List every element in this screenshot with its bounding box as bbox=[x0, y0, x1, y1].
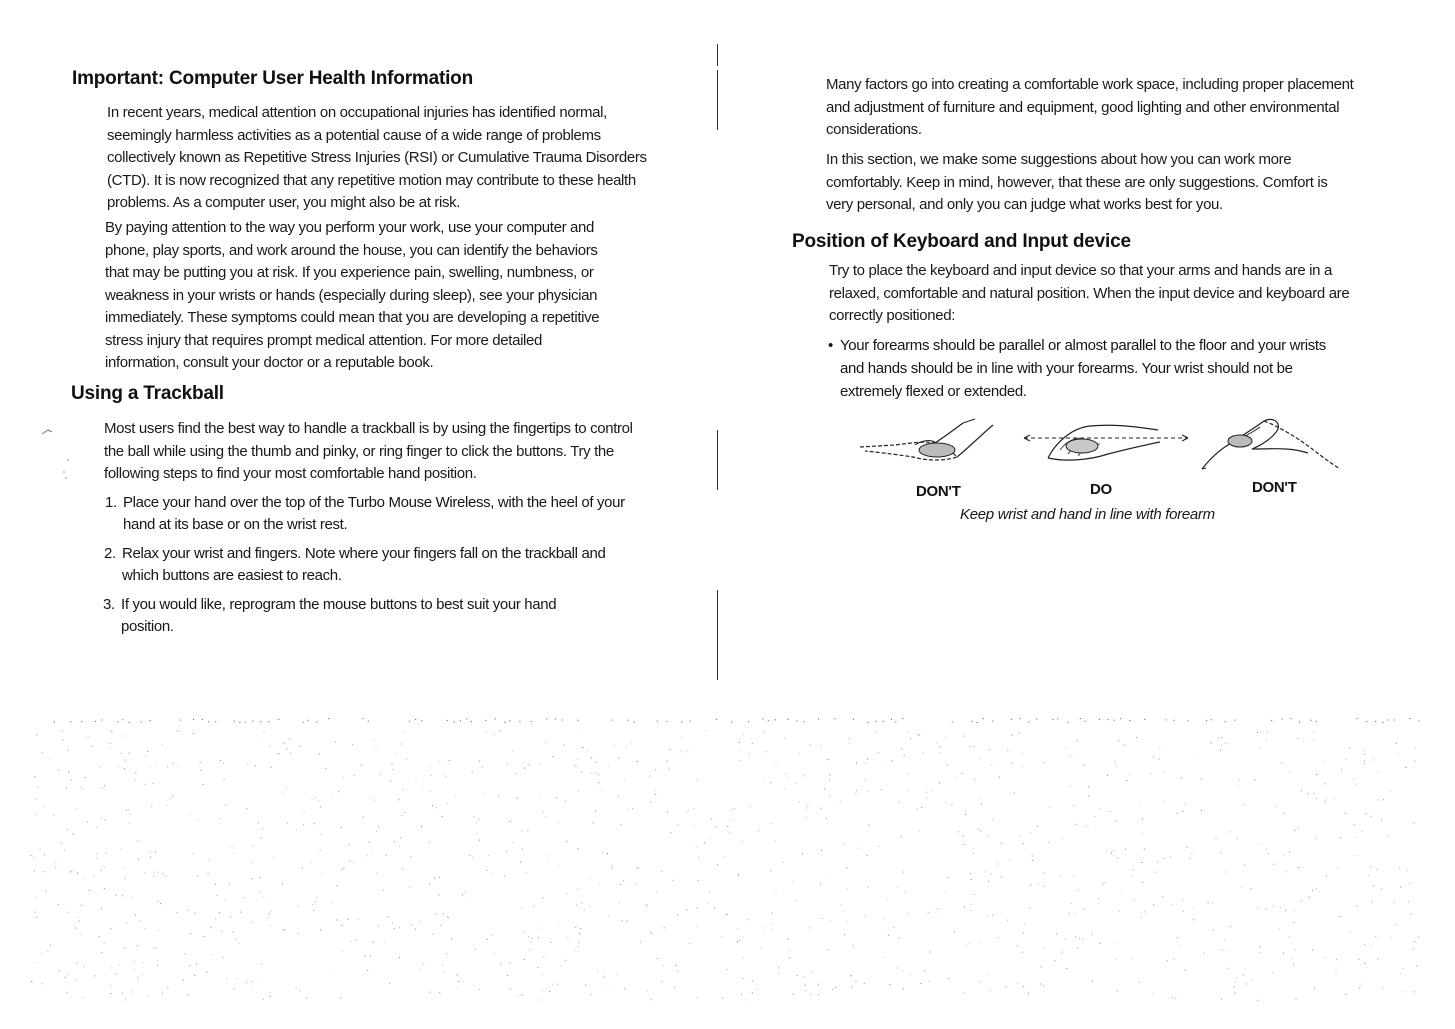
figure-caption: Keep wrist and hand in line with forearm bbox=[960, 506, 1215, 523]
heading-keyboard-position: Position of Keyboard and Input device bbox=[792, 231, 1131, 252]
figure-label-dont-left: DON'T bbox=[916, 483, 961, 500]
step-number: 2. bbox=[104, 545, 116, 562]
step-number: 1. bbox=[105, 494, 117, 511]
paragraph-work-space: Many factors go into creating a comfortable work space, including proper placement and adjustment of furniture and equipment, good lighting and other environmental considerations. bbox=[826, 76, 1354, 138]
heading-using-trackball: Using a Trackball bbox=[71, 383, 224, 404]
bullet-forearm-guidance bbox=[828, 334, 1348, 403]
step-text: Place your hand over the top of the Turbo Mouse Wireless, with the heel of your hand at its base or on the wrist rest. bbox=[123, 494, 625, 533]
step-number: 3. bbox=[103, 596, 115, 613]
step-text: If you would like, reprogram the mouse buttons to best suit your hand position. bbox=[121, 596, 557, 635]
margin-scan-marks bbox=[30, 420, 90, 500]
step-text: Relax your wrist and fingers. Note where your fingers fall on the trackball and which buttons are easiest to reach. bbox=[122, 545, 606, 584]
fold-line-upper bbox=[717, 70, 718, 130]
hand-straight-icon bbox=[1020, 412, 1200, 472]
heading-health-information: Important: Computer User Health Information bbox=[72, 68, 473, 89]
fold-line-lower bbox=[717, 590, 718, 680]
bullet-text: Your forearms should be parallel or almost parallel to the floor and your wrists and hands should be in line with your forearms. Your wrist should not be extremely flexed or extended. bbox=[840, 337, 1326, 400]
left-page bbox=[0, 0, 718, 700]
paragraph-rsi-intro: In recent years, medical attention on occupational injuries has identified normal, seemingly harmless activities as a potential cause of a wide range of problems collectively known as Repetitive Stress Injuries (RSI) or Cumulative Trauma Disorders (CTD). It is now recognized that any repetitive motion may contribute to these health problems. As a computer user, you might also be at risk. bbox=[107, 104, 647, 211]
fold-line-middle bbox=[717, 430, 718, 490]
scan-noise-band bbox=[0, 700, 1455, 1020]
figure-label-do: DO bbox=[1090, 481, 1112, 498]
figure-label-dont-right: DON'T bbox=[1252, 479, 1297, 496]
bullet-dot: • bbox=[828, 337, 833, 354]
paragraph-suggestions: In this section, we make some suggestions about how you can work more comfortably. Keep in mind, however, that these are only suggestions. Comfort is very personal, and only you can judge what works best for you. bbox=[826, 151, 1328, 213]
paragraph-trackball-grip: Most users find the best way to handle a trackball is by using the fingertips to control the ball while using the thumb and pinky, or ring finger to click the buttons. Try the following steps to find your most comfortable hand position. bbox=[104, 420, 633, 482]
step-item bbox=[105, 492, 645, 536]
hand-bent-down-icon bbox=[855, 415, 1005, 475]
fold-line-top bbox=[717, 44, 718, 66]
step-item bbox=[104, 543, 644, 587]
step-item bbox=[103, 594, 583, 638]
hand-bent-up-icon bbox=[1200, 415, 1350, 475]
right-page bbox=[720, 0, 1455, 700]
paragraph-risk-behaviors: By paying attention to the way you perform your work, use your computer and phone, play sports, and work around the house, you can identify the behaviors that may be putting you at risk. If you experience pain, swelling, numbness, or weakness in your wrists or hands (especially during sleep), see your physician immediately. These symptoms could mean that you are developing a repetitive stress injury that requires prompt medical attention. For more detailed information, consult your doctor or a reputable book. bbox=[105, 219, 600, 371]
paragraph-keyboard-placement: Try to place the keyboard and input device so that your arms and hands are in a relaxed, comfortable and natural position. When the input device and keyboard are correctly positioned: bbox=[829, 262, 1350, 324]
